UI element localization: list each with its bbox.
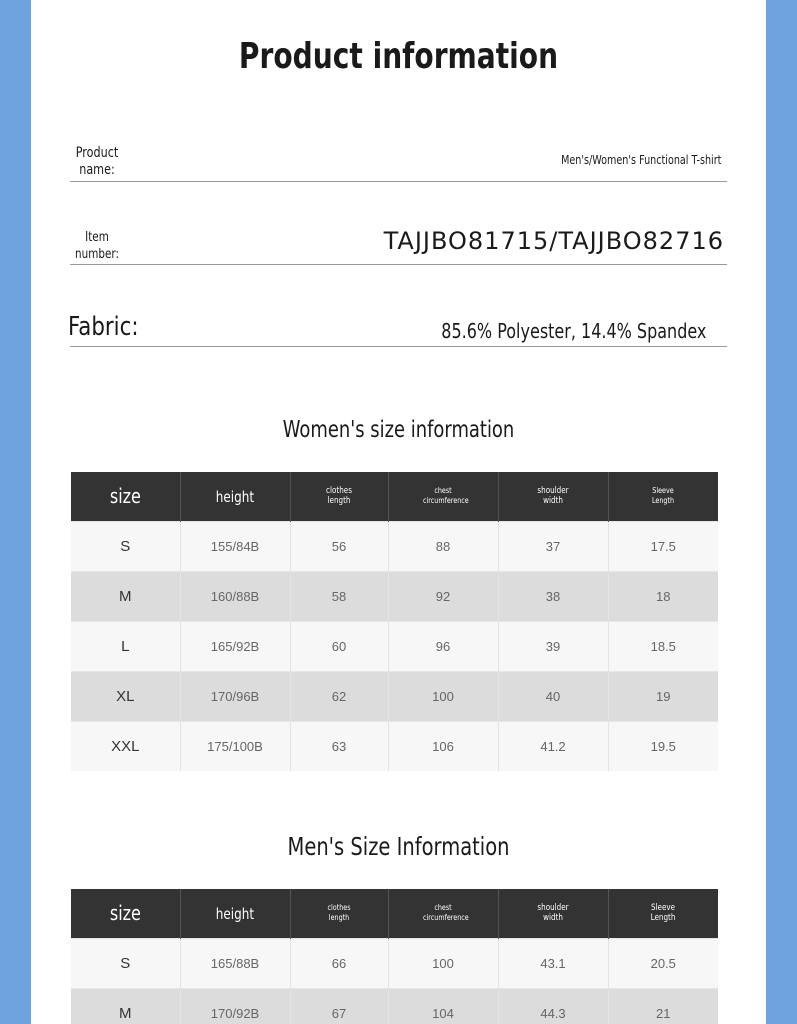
divider <box>70 346 727 347</box>
table-cell: 62 <box>290 672 388 722</box>
table-cell: 104 <box>388 989 498 1024</box>
table-cell: 66 <box>290 939 388 989</box>
item-number-value: TAJJBO81715/TAJJBO82716 <box>383 227 724 255</box>
table-cell: 41.2 <box>498 722 608 772</box>
table-cell: 20.5 <box>608 939 718 989</box>
table-header-row <box>71 889 718 939</box>
product-sheet <box>31 0 766 1024</box>
table-cell: 39 <box>498 622 608 672</box>
column-header: Sleeve Length <box>608 472 718 522</box>
column-header: size <box>71 472 180 522</box>
table-row <box>71 572 718 622</box>
table-cell: 38 <box>498 572 608 622</box>
table-cell: 155/84B <box>180 522 290 572</box>
table-cell: 160/88B <box>180 572 290 622</box>
table-cell: 96 <box>388 622 498 672</box>
table-cell: 17.5 <box>608 522 718 572</box>
table-cell: 58 <box>290 572 388 622</box>
table-cell: 63 <box>290 722 388 772</box>
table-row <box>71 622 718 672</box>
table-row <box>71 722 718 772</box>
fabric-label: Fabric: <box>68 312 139 342</box>
table-row <box>71 522 718 572</box>
product-name-value: Men's/Women's Functional T-shirt <box>560 153 721 167</box>
product-name-label: Product name: <box>75 145 119 178</box>
column-header: chest circumference <box>388 889 498 939</box>
table-cell: 88 <box>388 522 498 572</box>
column-header: height <box>180 472 290 522</box>
column-header: shoulder width <box>498 889 608 939</box>
womens-size-title: Women's size information <box>282 417 515 443</box>
column-header: Sleeve Length <box>608 889 718 939</box>
table-cell: XL <box>71 672 180 722</box>
table-cell: 60 <box>290 622 388 672</box>
table-cell: L <box>71 622 180 672</box>
mens-size-table <box>71 889 718 1024</box>
table-cell: 18.5 <box>608 622 718 672</box>
table-cell: 92 <box>388 572 498 622</box>
table-cell: S <box>71 522 180 572</box>
table-cell: 175/100B <box>180 722 290 772</box>
table-cell: 19.5 <box>608 722 718 772</box>
column-header: chest circumference <box>388 472 498 522</box>
table-cell: 165/92B <box>180 622 290 672</box>
table-cell: 165/88B <box>180 939 290 989</box>
divider <box>70 264 727 265</box>
table-cell: 37 <box>498 522 608 572</box>
table-cell: 170/92B <box>180 989 290 1024</box>
table-cell: 56 <box>290 522 388 572</box>
page-title: Product information <box>238 36 559 77</box>
table-cell: XXL <box>71 722 180 772</box>
table-row <box>71 989 718 1024</box>
table-cell: M <box>71 989 180 1024</box>
table-cell: S <box>71 939 180 989</box>
column-header: clothes length <box>290 889 388 939</box>
column-header: height <box>180 889 290 939</box>
table-cell: 106 <box>388 722 498 772</box>
table-row <box>71 939 718 989</box>
column-header: clothes length <box>290 472 388 522</box>
column-header: shoulder width <box>498 472 608 522</box>
mens-size-title: Men's Size Information <box>287 832 510 861</box>
column-header: size <box>71 889 180 939</box>
table-cell: 18 <box>608 572 718 622</box>
table-cell: 44.3 <box>498 989 608 1024</box>
table-cell: 67 <box>290 989 388 1024</box>
item-number-label: Item number: <box>75 230 119 262</box>
table-cell: 21 <box>608 989 718 1024</box>
table-row <box>71 672 718 722</box>
table-cell: M <box>71 572 180 622</box>
fabric-value: 85.6% Polyester, 14.4% Spandex <box>440 319 706 343</box>
divider <box>70 181 727 182</box>
table-cell: 19 <box>608 672 718 722</box>
table-cell: 100 <box>388 939 498 989</box>
womens-size-table <box>71 472 718 771</box>
table-cell: 170/96B <box>180 672 290 722</box>
table-cell: 43.1 <box>498 939 608 989</box>
table-cell: 40 <box>498 672 608 722</box>
table-cell: 100 <box>388 672 498 722</box>
table-header-row <box>71 472 718 522</box>
